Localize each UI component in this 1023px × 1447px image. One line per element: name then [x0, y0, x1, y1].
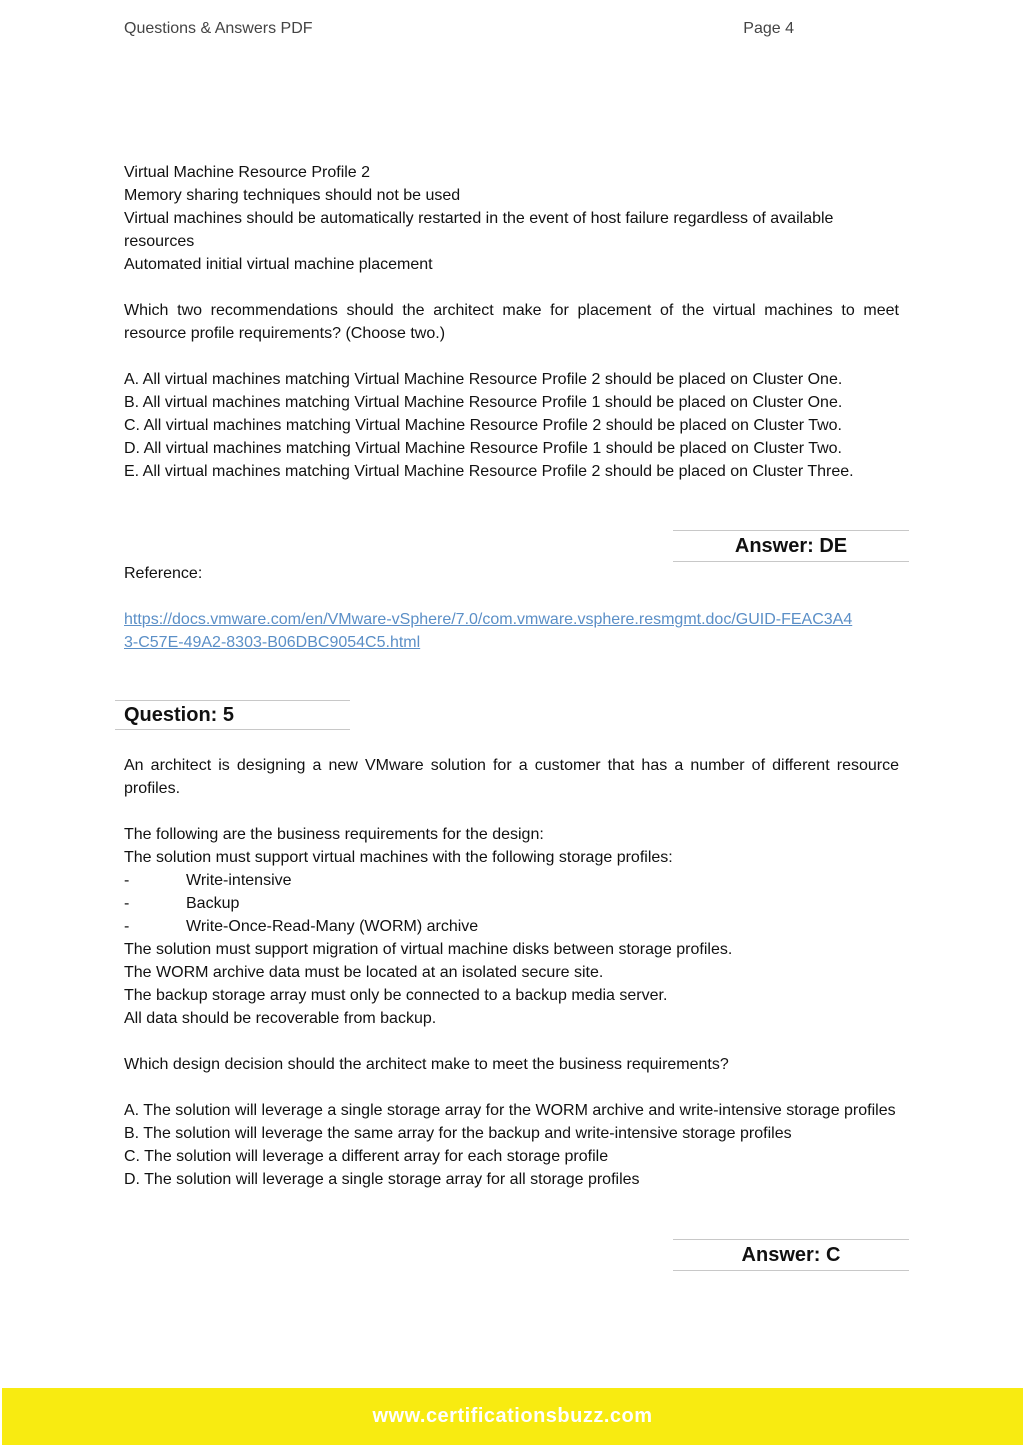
- answer-option: B. All virtual machines matching Virtual Machine Resource Profile 1 should be placed on Cluster One.: [124, 394, 843, 411]
- question-intro: An architect is designing a new VMware solution for a customer that has a number of different resource profiles.: [124, 757, 899, 797]
- list-item: [124, 892, 899, 915]
- document-title: Questions & Answers PDF: [124, 20, 313, 37]
- question-5-body: [124, 754, 899, 1191]
- answer-option: A. All virtual machines matching Virtual Machine Resource Profile 2 should be placed on Cluster One.: [124, 371, 843, 388]
- reference-section: [124, 562, 899, 654]
- question-title: Question: 5: [124, 703, 235, 726]
- reference-link[interactable]: https://docs.vmware.com/en/VMware-vSphere/7.0/com.vmware.vsphere.resmgmt.doc/GUID-FEAC3A43-C57E-49A2-8303-B06DBC9054C5.html: [124, 611, 853, 651]
- profile-line: Automated initial virtual machine placement: [124, 256, 433, 273]
- question-text: Which two recommendations should the architect make for placement of the virtual machines to meet resource profile requirements? (Choose two.): [124, 302, 899, 342]
- list-item: [124, 869, 899, 892]
- footer-banner: [2, 1388, 1023, 1445]
- requirement-line: The WORM archive data must be located at an isolated secure site.: [124, 964, 604, 981]
- profile-line: Virtual Machine Resource Profile 2: [124, 164, 371, 181]
- question-4-continuation: [124, 161, 899, 483]
- answer-text: Answer: DE: [734, 534, 848, 557]
- storage-profile: Backup: [186, 895, 240, 912]
- requirement-line: The solution must support migration of virtual machine disks between storage profiles.: [124, 941, 733, 958]
- answer-option: A. The solution will leverage a single storage array for the WORM archive and write-intensive storage profiles: [124, 1102, 896, 1119]
- profile-line: Memory sharing techniques should not be used: [124, 187, 461, 204]
- answer-option: B. The solution will leverage the same array for the backup and write-intensive storage profiles: [124, 1125, 792, 1142]
- requirements-heading: The following are the business requirements for the design:: [124, 826, 544, 843]
- answer-option: C. The solution will leverage a different array for each storage profile: [124, 1148, 609, 1165]
- answer-text: Answer: C: [741, 1243, 841, 1266]
- question-text: Which design decision should the architect make to meet the business requirements?: [124, 1056, 729, 1073]
- bullet-dash: -: [124, 918, 130, 935]
- question-5-heading: [115, 700, 350, 730]
- requirement-line: All data should be recoverable from backup.: [124, 1010, 437, 1027]
- answer-option: D. All virtual machines matching Virtual Machine Resource Profile 1 should be placed on Cluster Two.: [124, 440, 842, 457]
- storage-requirement: The solution must support virtual machines with the following storage profiles:: [124, 849, 673, 866]
- answer-option: C. All virtual machines matching Virtual Machine Resource Profile 2 should be placed on Cluster Two.: [124, 417, 842, 434]
- reference-label: Reference:: [124, 565, 203, 582]
- storage-profile: Write-Once-Read-Many (WORM) archive: [186, 918, 479, 935]
- storage-profile: Write-intensive: [186, 872, 292, 889]
- bullet-dash: -: [124, 895, 130, 912]
- page-number: Page 4: [743, 20, 794, 37]
- footer-website-link[interactable]: www.certificationsbuzz.com: [372, 1405, 653, 1427]
- requirement-line: The backup storage array must only be connected to a backup media server.: [124, 987, 668, 1004]
- bullet-dash: -: [124, 872, 130, 889]
- list-item: [124, 915, 899, 938]
- answer-box: [673, 1239, 909, 1271]
- profile-line: Virtual machines should be automatically restarted in the event of host failure regardless of available resources: [124, 210, 834, 250]
- answer-box: [673, 530, 909, 562]
- answer-option: E. All virtual machines matching Virtual Machine Resource Profile 2 should be placed on Cluster Three.: [124, 463, 854, 480]
- answer-option: D. The solution will leverage a single storage array for all storage profiles: [124, 1171, 640, 1188]
